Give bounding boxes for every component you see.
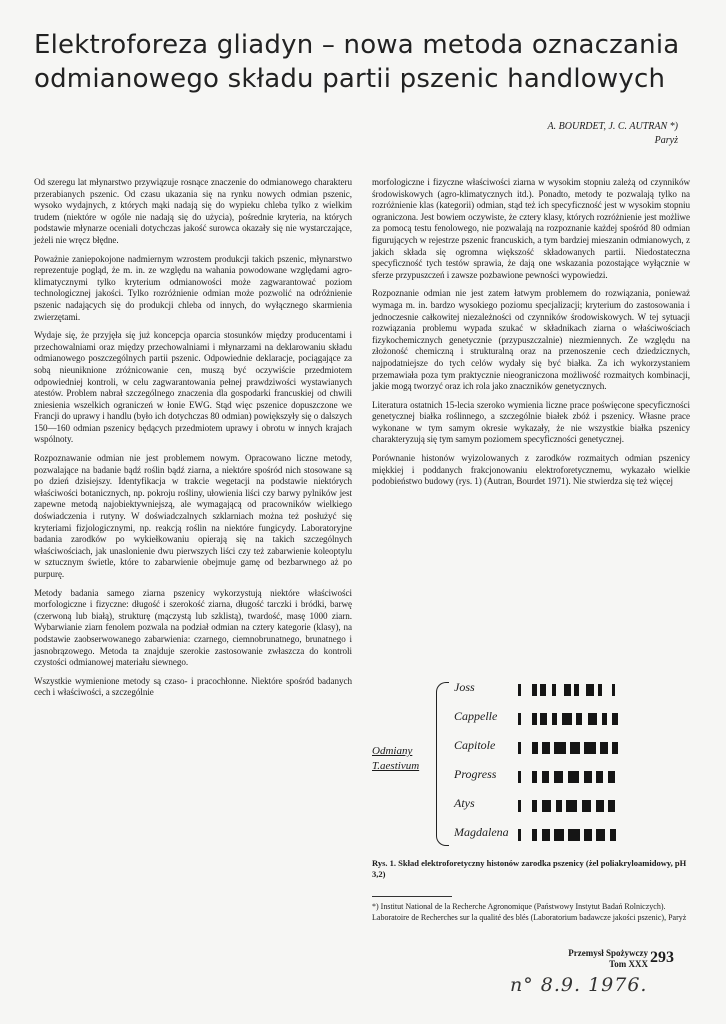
gel-lane — [516, 829, 682, 841]
gel-band — [552, 684, 556, 696]
paragraph: Metody badania samego ziarna pszenicy wykorzystują niektóre właściwości morfologiczne i fizyczne: długość i szerokość ziarna, długość tarczki i bródki, barwę (czerwoną lub białą), strukturę (mączystą lub szklistą), twardość, masę 1000 ziarn. Wybarwianie ziarn fenolem pozwala na podział odmian na cztery kategorie (klasy), na podstawie zaobserwowanego zabarwienia: czarnego, ciemnobrunatnego, brunatnego i jasnobrązowego. Metoda ta znajduje szerokie zastosowanie zwłaszcza do kontroli czystości odmianowej materiału siewnego. — [34, 587, 352, 668]
journal-volume: Tom XXX — [609, 959, 648, 969]
author-block — [548, 120, 678, 148]
paragraph: Rozpoznanie odmian nie jest zatem łatwym problemem do rozwiązania, ponieważ wymaga m. in. bardzo wysokiego poziomu specjalizacji; kryterium do zastosowania i jednoczesnie całkowitej niezależności od czynników środowiskowych. W tej sytuacji rozwiązania problemu wypada szukać w składnikach ziarna o właściwościach fizykochemicznych genetycznie (przypuszczalnie) niezmiennych. Ze względu na złożoność chemiczną i strukturalną oraz na przenoszenie cech dziedzicznych, najpodatniejsze do tych celów wydały się być białka. Za ich wykorzystaniem przemawiała poza tym praktycznie nieograniczona możliwość rozmaitych kombinacji, jakie mogą tworzyć oraz ich rola jako znaczników genetycznych. — [372, 288, 690, 392]
gel-band — [584, 742, 596, 754]
gel-band — [532, 771, 537, 783]
gel-band — [568, 829, 580, 841]
gel-band — [576, 713, 582, 725]
gel-band — [518, 684, 521, 696]
gel-band — [562, 713, 572, 725]
figure-group-label-line1: Odmiany — [372, 745, 413, 757]
paragraph: Wszystkie wymienione metody są czaso- i pracochłonne. Niektóre spośród badanych cech i właściwości, a szczególnie — [34, 675, 352, 698]
figure-caption: Rys. 1. Skład elektroforetyczny histonów zarodka pszenicy (żel poliakryloamidowy, pH 3,2) — [372, 858, 687, 879]
paragraph: Wydaje się, że przyjęła się już koncepcja oparcia stosunków między producentami i przechowalniami oraz między przechowalniami i młynarzami na deklarowaniu składu odmianowego poszczególnych partii pszenic. Odpowiednie deklaracje, pociągające za sobą nieuniknione zróżnicowanie cen, muszą być oczywiście przedmiotem odpowiedniej kontroli, w celu zagwarantowania pełnej prawdziwości wystawianych atestów. Problem nabrał szczególnego znaczenia dla gospodarki francuskiej od chwili zniesienia wszelkich ograniczeń w łonie EWG. Stąd więc pszenice dopuszczone we Francji do uprawy i handlu (było ich dotychczas 80 odmian) powiększyły się o dalszych 150—160 odmian pszenicy będących przedmiotem uprawy i obrotu w innych krajach wspólnoty. — [34, 330, 352, 445]
variety-label: Cappelle — [454, 709, 498, 723]
footnote: *) Institut National de la Recherche Agronomique (Państwowy Instytut Badań Rolniczych). Laboratoire de Recherches sur la qualité des blés (Laboratorium badawcze jakości pszenic), Paryż — [372, 902, 687, 922]
page-number: 293 — [650, 949, 674, 966]
gel-band — [564, 684, 571, 696]
gel-band — [540, 684, 546, 696]
gel-band — [610, 829, 616, 841]
gel-band — [612, 684, 615, 696]
gel-band — [518, 742, 521, 754]
variety-label: Progress — [454, 767, 497, 781]
electrophoresis-figure — [372, 674, 690, 850]
title-line-1: Elektroforeza gliadyn – nowa metoda oznaczania — [34, 30, 680, 60]
gel-band — [532, 684, 537, 696]
gel-band — [542, 771, 549, 783]
gel-band — [568, 771, 579, 783]
gel-lane — [516, 800, 682, 812]
paragraph: Poważnie zaniepokojone nadmiernym wzrostem produkcji takich pszenic, młynarstwo reprezentuje pogląd, że m. in. ze względu na wahania powodowane względami agro-klimatycznymi tylko kryterium odmianowości może zagwarantować poziom technologicznej jakości. Tylko rozróżnienie odmian może pozwolić na odróżnienie pszenic nadających się do produkcji chleba od innych, do wyłącznego skarmienia zwierzętami. — [34, 253, 352, 322]
footnote-divider — [372, 896, 452, 897]
gel-band — [608, 771, 615, 783]
gel-band — [532, 829, 537, 841]
gel-band — [518, 829, 521, 841]
left-column — [34, 177, 352, 706]
gel-band — [532, 742, 538, 754]
article-title — [34, 28, 694, 96]
gel-band — [586, 684, 594, 696]
right-column — [372, 177, 690, 495]
author-place: Paryż — [654, 135, 678, 146]
gel-band — [556, 800, 562, 812]
gel-lane — [516, 684, 682, 696]
paragraph: Rozpoznawanie odmian nie jest problemem nowym. Opracowano liczne metody, pozwalające na badanie bądź roślin bądź ziarna, a niektóre spośród nich stosowane są po dzień dzisiejszy. Identyfikacja w trakcie wegetacji na podstawie niektórych właściwości botanicznych, np. pokroju rośliny, ułowienia liści czy barwy pylników jest zapewne metodą najobiektywniejszą, ale wymagającą od pracowników wielkiego doświadczenia i rutyny. W doświadczalnych szklarniach można też posłużyć się kryteriami fizjologicznymi, np. reakcją roślin na niektóre fungicydy. Laboratoryjne badania zarodków po wykiełkowaniu opierają się na takich szczególnych właściwościach, jak unaslonienie dwu pierwszych liści czy też zabarwienie koleoptylu w sztucznym świetle, które to zabarwienie obejmuje gamę od bezbarwnego aż po purpurę. — [34, 453, 352, 579]
gel-band — [596, 829, 605, 841]
figure-group-label-line2: T.aestivum — [372, 760, 420, 772]
paragraph: Od szeregu lat młynarstwo przywiązuje rosnące znaczenie do odmianowego charakteru przerabianych pszenic. Od czasu ukazania się na rynku nowych odmian pszenic, wysoko wydajnych, z których mąki nadają się do wypieku chleba tylko z wielkim trudem (niektóre w ogóle nie nadają się do użycia), pośrednie kryteria, na których podstawie młynarze oceniali dotychczas jakość surowca okazały się nie wystarczające, jeżeli nie wręcz błędne. — [34, 177, 352, 245]
gel-band — [542, 742, 550, 754]
title-line-2: odmianowego składu partii pszenic handlowych — [34, 64, 666, 94]
gel-lane — [516, 713, 682, 725]
gel-band — [532, 800, 537, 812]
gel-lane — [516, 771, 682, 783]
gel-band — [608, 800, 615, 812]
gel-band — [596, 800, 604, 812]
gel-band — [554, 742, 566, 754]
gel-band — [598, 684, 602, 696]
gel-band — [612, 742, 618, 754]
gel-band — [584, 829, 592, 841]
journal-name: Przemysł Spożywczy — [568, 948, 648, 958]
gel-band — [570, 742, 580, 754]
gel-band — [582, 800, 591, 812]
gel-band — [602, 713, 607, 725]
gel-lane — [516, 742, 682, 754]
gel-band — [584, 771, 592, 783]
gel-band — [554, 771, 563, 783]
handwritten-note: n° 8.9. 1976. — [510, 974, 648, 996]
gel-band — [540, 713, 547, 725]
gel-band — [588, 713, 597, 725]
gel-band — [596, 771, 603, 783]
gel-band — [518, 771, 521, 783]
variety-label: Joss — [454, 680, 475, 694]
paragraph: Literatura ostatnich 15-lecia szeroko wymienia liczne prace poświęcone specyficzności genetycznej białka roślinnego, a szczególnie białek zbóż i pszenicy. Własne prace wykonane w tym samym okresie wykazały, że nie wszystkie białka pszenicy charakteryzują się tym samym poziomem specyficzności genetycznej. — [372, 399, 690, 445]
author-names: A. BOURDET, J. C. AUTRAN *) — [547, 121, 678, 132]
brace-bracket — [436, 682, 449, 846]
gel-band — [566, 800, 577, 812]
gel-band — [552, 713, 557, 725]
gel-band — [532, 713, 537, 725]
variety-label: Atys — [454, 796, 475, 810]
variety-label: Magdalena — [454, 825, 509, 839]
gel-band — [518, 800, 521, 812]
journal-info — [540, 948, 648, 970]
gel-band — [574, 684, 579, 696]
gel-band — [518, 713, 521, 725]
paragraph: morfologiczne i fizyczne właściwości ziarna w wysokim stopniu zależą od czynników środowiskowych (agro-klimatycznych itd.). Ponadto, metody te pozwalają tylko na rozróżnienie klas (kategorii) odmian, stąd też ich specyficzność jest w wysokim stopniu ograniczona. Jest bowiem oczywiste, że cztery klasy, których rozróżnienie jest możliwe za pomocą testu fenolowego, nie pozwalają na rozpoznanie każdej spośród 80 odmian figurujących w rejestrze pszenic francuskich, a tym bardziej mieszanin odmianowych, z jakich składa się ogromna większość składowanych partii. Niedostateczna specyficzność tych testów sprawia, że dają one wskazania pozostające wyłącznie w sferze przypuszczeń i zawsze pozbawione pewności wypowiedzi. — [372, 177, 690, 280]
gel-band — [542, 829, 550, 841]
variety-label: Capitole — [454, 738, 496, 752]
paragraph: Porównanie histonów wyizolowanych z zarodków rozmaitych odmian pszenicy miękkiej i poddanych frakcjonowaniu elektroforetycznemu, wykazało wielkie podobieństwo budowy (rys. 1) (Autran, Bourdet 1971). Nie stwierdza się też więcej — [372, 453, 690, 487]
gel-band — [554, 829, 564, 841]
gel-band — [542, 800, 551, 812]
gel-band — [600, 742, 608, 754]
gel-band — [612, 713, 618, 725]
figure-group-label — [372, 744, 419, 774]
